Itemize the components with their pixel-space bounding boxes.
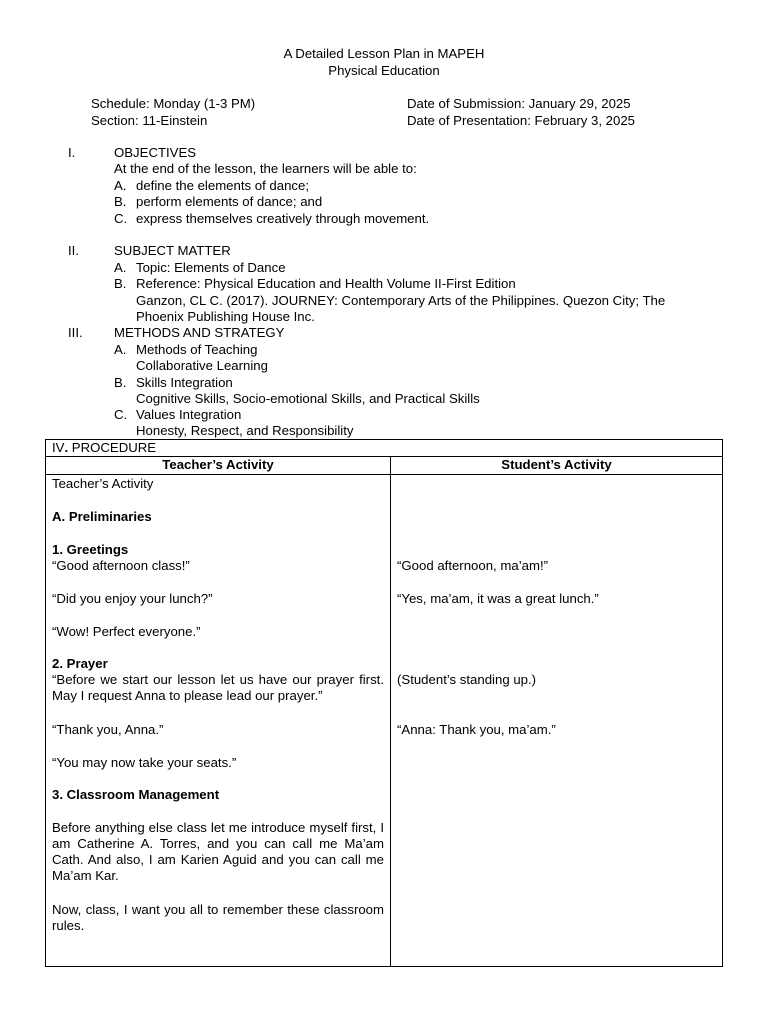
reference-citation-line1: Ganzon, CL C. (2017). JOURNEY: Contemporary Arts of the Philippines. Quezon City; The <box>136 293 666 308</box>
prayer-heading: 2. Prayer <box>52 655 108 671</box>
methods-number: III. <box>68 325 83 340</box>
classroom-rules-intro: Now, class, I want you all to remember these classroom rules. <box>52 901 384 933</box>
teacher-introduction: Before anything else class let me introduce myself first, I am Catherine A. Torres, and you can call me Ma’am Cath. And also, I am Karien Aguid and you can call me Ma’am Kar. <box>52 819 384 884</box>
teacher-seat-instruction: “You may now take your seats.” <box>52 754 237 770</box>
objective-item: define the elements of dance; <box>136 178 310 193</box>
methods-letter: C. <box>114 407 128 422</box>
subject-letter: B. <box>114 276 127 291</box>
objective-item: perform elements of dance; and <box>136 194 323 209</box>
date-of-presentation: Date of Presentation: February 3, 2025 <box>407 113 635 128</box>
teacher-column-header: Teacher’s Activity <box>46 457 391 474</box>
classroom-management-heading: 3. Classroom Management <box>52 786 220 802</box>
objective-letter: C. <box>114 211 128 226</box>
document-title: A Detailed Lesson Plan in MAPEH <box>283 46 485 61</box>
procedure-body-row <box>46 474 723 966</box>
teacher-prayer-request: “Before we start our lesson let us have our prayer first. May I request Anna to please lead our prayer.” <box>52 671 384 703</box>
subject-letter: A. <box>114 260 127 275</box>
student-greeting: “Good afternoon, ma’am!” <box>397 557 548 573</box>
subject-matter-heading: SUBJECT MATTER <box>114 243 231 258</box>
subject-topic: Topic: Elements of Dance <box>136 260 286 275</box>
procedure-header-row <box>46 457 723 474</box>
schedule: Schedule: Monday (1-3 PM) <box>91 96 256 111</box>
procedure-table <box>45 439 723 967</box>
greetings-heading: 1. Greetings <box>52 541 129 557</box>
student-standing: (Student’s standing up.) <box>397 671 537 687</box>
anna-thanks: “Anna: Thank you, ma’am.” <box>397 721 556 737</box>
student-column-header: Student’s Activity <box>391 457 723 474</box>
methods-heading: METHODS AND STRATEGY <box>114 325 285 340</box>
preliminaries-heading: A. Preliminaries <box>52 508 152 524</box>
procedure-title: IV. PROCEDURE <box>46 440 723 457</box>
teacher-activity-cell <box>46 474 391 966</box>
teacher-thanks: “Thank you, Anna.” <box>52 721 164 737</box>
methods-letter: A. <box>114 342 127 357</box>
teacher-activity-label: Teacher’s Activity <box>52 475 154 491</box>
teacher-greeting: “Good afternoon class!” <box>52 557 190 573</box>
methods-item: Methods of Teaching <box>136 342 258 357</box>
objective-letter: A. <box>114 178 127 193</box>
methods-item: Values Integration <box>136 407 242 422</box>
student-lunch-answer: “Yes, ma’am, it was a great lunch.” <box>397 590 599 606</box>
methods-detail: Collaborative Learning <box>136 358 268 373</box>
methods-detail: Honesty, Respect, and Responsibility <box>136 423 354 438</box>
objective-item: express themselves creatively through movement. <box>136 211 430 226</box>
section: Section: 11-Einstein <box>91 113 208 128</box>
student-activity-cell <box>391 474 723 966</box>
objective-letter: B. <box>114 194 127 209</box>
date-of-submission: Date of Submission: January 29, 2025 <box>407 96 631 111</box>
teacher-lunch-question: “Did you enjoy your lunch?” <box>52 590 213 606</box>
teacher-praise: “Wow! Perfect everyone.” <box>52 623 201 639</box>
methods-letter: B. <box>114 375 127 390</box>
methods-detail: Cognitive Skills, Socio-emotional Skills, and Practical Skills <box>136 391 480 406</box>
procedure-title-row <box>46 440 723 457</box>
document-subtitle: Physical Education <box>328 63 440 78</box>
reference-citation-line2: Phoenix Publishing House Inc. <box>136 309 315 324</box>
objectives-heading: OBJECTIVES <box>114 145 197 160</box>
subject-matter-number: II. <box>68 243 79 258</box>
methods-item: Skills Integration <box>136 375 233 390</box>
objectives-number: I. <box>68 145 76 160</box>
subject-reference: Reference: Physical Education and Health Volume II-First Edition <box>136 276 516 291</box>
objectives-intro: At the end of the lesson, the learners will be able to: <box>114 161 417 176</box>
